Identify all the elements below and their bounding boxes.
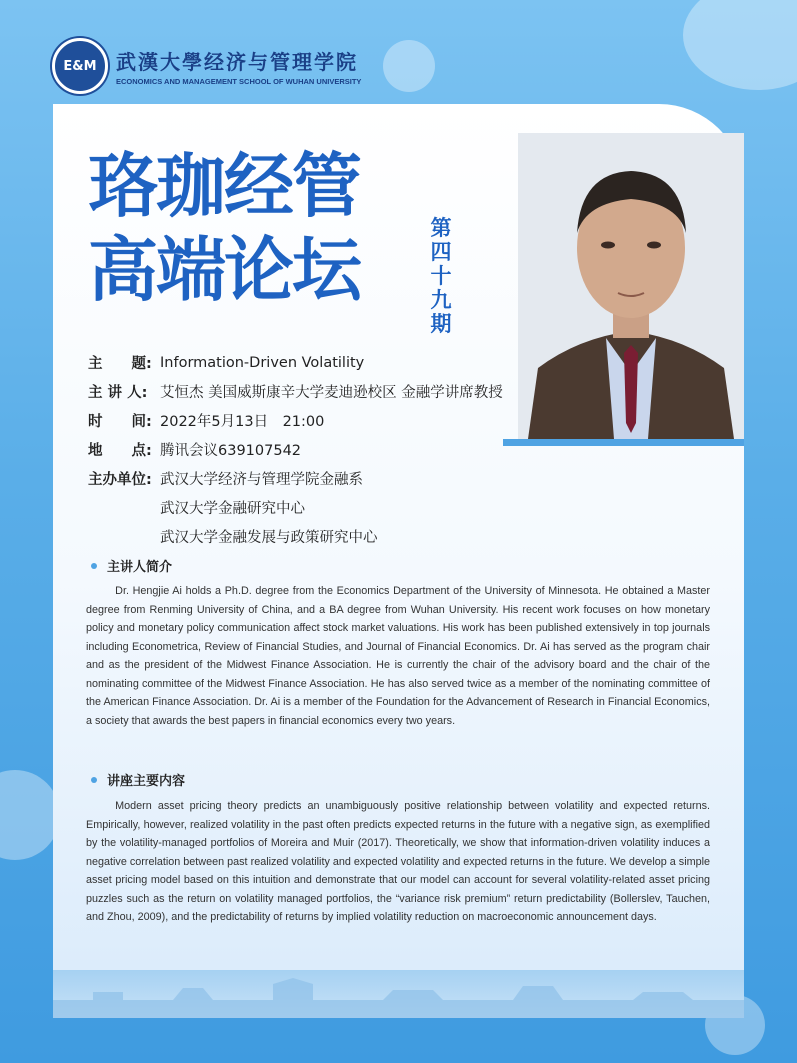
campus-skyline-strip <box>53 970 744 1018</box>
school-name-cn: 武漢大學经济与管理学院 <box>116 50 358 74</box>
time-value: 2022年5月13日 21:00 <box>160 414 325 430</box>
photo-accent-bar <box>503 439 744 446</box>
place-row <box>88 435 503 464</box>
school-header <box>52 38 361 94</box>
bio-text: Dr. Hengjie Ai holds a Ph.D. degree from the Economics Department of the University of Minnesota. He obtained a Master degree from Renming University of China, and a BA degree from Wuhan University. His recent work focuses on how monetary policy and monetary policy communication affect stock market valuations. His work has been published extensively in top journals including Econometrica, Review of Financial Studies, and Journal of Financial Economics. Dr. Ai has served as the program chair and as the president of the Midwest Finance Association. He is currently the chair of the advisory board and the chair of the nominating committee of the Midwest Finance Association. He has also served twice as a member of the nominating committee of the American Finance Association. Dr. Ai is a member of the Foundation for the Advancement of Research in Financial Economics, a society that awards the best papers in financial economics every two years. <box>86 585 710 727</box>
organizer-2: 武汉大学金融研究中心 <box>160 501 305 517</box>
bullet-dot-icon <box>91 777 97 783</box>
organizer-1: 武汉大学经济与管理学院金融系 <box>160 472 363 488</box>
organizer-label: 主办单位: <box>88 472 152 488</box>
school-logo: E&M <box>52 38 108 94</box>
speaker-row <box>88 377 503 406</box>
speaker-photo <box>518 133 744 439</box>
time-row <box>88 406 503 435</box>
poster-card <box>53 104 744 970</box>
abstract-text: Modern asset pricing theory predicts an unambiguously positive relationship between volatility and expected returns. Empirically, however, realized volatility in the past often predicts expected returns in the future with a negative sign, as exemplified by the volatility-managed portfolios of Moreira and Muir (2017). Theoretically, we show that information-driven volatility induces a negative correlation between past realized volatility and expected volatility and expected returns in the future. We develop a simple asset pricing model based on this intuition and demonstrate that our model can account for several volatility-related asset pricing puzzles such as the return on volatility managed portfolios, the “variance risk premium” return predictability (Bollerslev, Tauchen, and Zhou, 2009), and the predictability of returns by implied volatility reduction on macroeconomic announcement days. <box>86 800 710 923</box>
campus-skyline-icon <box>53 970 744 1018</box>
bullet-dot-icon <box>91 563 97 569</box>
topic-label: 主 题: <box>88 356 152 372</box>
organizer-3: 武汉大学金融发展与政策研究中心 <box>160 530 378 546</box>
school-name-en: ECONOMICS AND MANAGEMENT SCHOOL OF WUHAN UNIVERSITY <box>116 77 362 86</box>
event-details <box>88 348 503 551</box>
bio-heading: 主讲人简介 <box>91 556 172 575</box>
speaker-portrait-icon <box>518 133 744 439</box>
organizer-row <box>88 464 503 493</box>
title-line-2: 高端论坛 <box>88 229 360 311</box>
place-value: 腾讯会议639107542 <box>160 443 302 459</box>
abstract-heading: 讲座主要内容 <box>91 770 185 789</box>
title-line-1: 珞珈经管 <box>88 145 360 227</box>
decor-bubble <box>683 0 797 90</box>
place-label: 地 点: <box>88 443 152 459</box>
speaker-value: 艾恒杰 美国威斯康辛大学麦迪逊校区 金融学讲席教授 <box>160 385 503 401</box>
decor-bubble <box>383 40 435 92</box>
topic-value: Information-Driven Volatility <box>160 354 365 371</box>
speaker-label: 主 讲 人: <box>88 385 148 401</box>
forum-title <box>88 144 360 312</box>
issue-number: 第四十九期 <box>430 216 452 336</box>
topic-row <box>88 348 503 377</box>
time-label: 时 间: <box>88 414 152 430</box>
decor-bubble <box>0 770 60 860</box>
